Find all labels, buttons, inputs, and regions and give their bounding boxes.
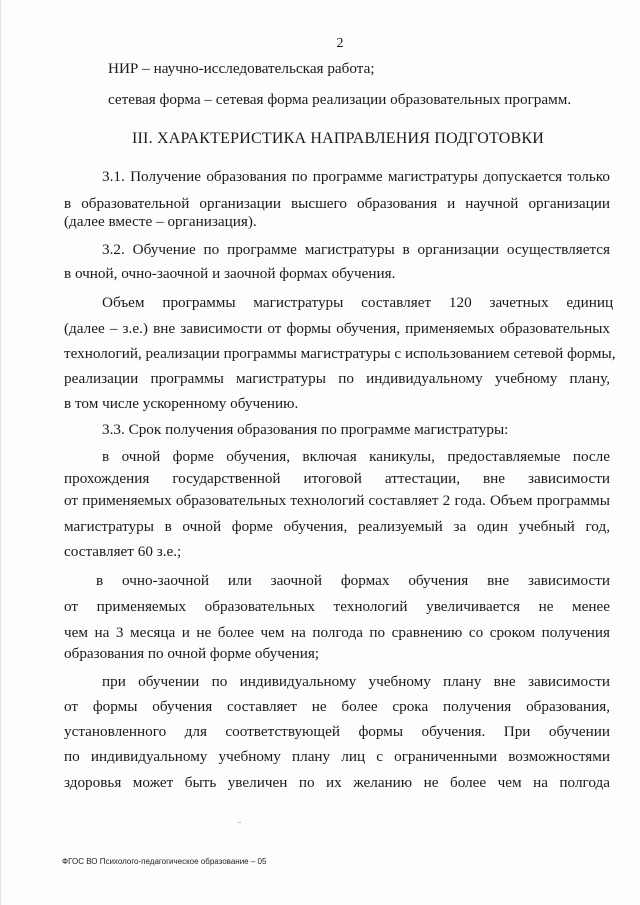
volume-paragraph-line-4: реализации программы магистратуры по индивидуальному учебному плану, [64,370,610,387]
part-time-line-3: чем на 3 месяца и не более чем на полгода по сравнению со сроком получения [64,624,610,641]
part-time-line-4: образования по очной форме обучения; [64,645,320,662]
paragraph-3-1-line-3: (далее вместе – организация). [64,213,257,230]
full-time-line-5: составляет 60 з.е.; [64,543,182,560]
full-time-line-4: магистратуры в очной форме обучения, реализуемый за один учебный год, [64,518,610,535]
volume-paragraph-line-2: (далее – з.е.) вне зависимости от формы обучения, применяемых образовательных [64,320,610,337]
individual-plan-line-5: здоровья может быть увеличен по их желанию не более чем на полгода [64,774,610,791]
individual-plan-line-4: по индивидуальному учебному плану лиц с ограниченными возможностями [64,748,610,765]
volume-paragraph-line-5: в том числе ускоренному обучению. [64,395,299,412]
individual-plan-line-1: при обучении по индивидуальному учебному плану вне зависимости [102,673,610,690]
volume-paragraph-line-1: Объем программы магистратуры составляет 120 зачетных единиц [102,294,614,311]
page-footer: ФГОС ВО Психолого-педагогическое образование – 05 [62,857,267,866]
paragraph-3-1-line-1: 3.1. Получение образования по программе магистратуры допускается только [102,168,610,185]
volume-paragraph-line-3: технологий, реализации программы магистратуры с использованием сетевой формы, [64,345,616,362]
page-number: 2 [336,36,344,51]
abbreviation-nir: НИР – научно-исследовательская работа; [108,60,375,77]
part-time-line-1: в очно-заочной или заочной формах обучения вне зависимости [96,572,610,589]
abbreviation-network-form: сетевая форма – сетевая форма реализации образовательных программ. [108,91,572,108]
paragraph-3-3-line-1: 3.3. Срок получения образования по программе магистратуры: [102,421,509,438]
full-time-line-3: от применяемых образовательных технологий составляет 2 года. Объем программы [64,492,610,509]
full-time-line-2: прохождения государственной итоговой аттестации, вне зависимости [64,470,610,487]
section-heading: III. ХАРАКТЕРИСТИКА НАПРАВЛЕНИЯ ПОДГОТОВКИ [132,130,544,147]
paragraph-3-2-line-2: в очной, очно-заочной и заочной формах обучения. [64,265,396,282]
individual-plan-line-3: установленного для соответствующей формы обучения. При обучении [64,723,610,740]
individual-plan-line-2: от формы обучения составляет не более срока получения образования, [64,698,610,715]
paragraph-3-1-line-2: в образовательной организации высшего образования и научной организации [64,195,610,212]
full-time-line-1: в очной форме обучения, включая каникулы, предоставляемые после [102,448,610,465]
paragraph-3-2-line-1: 3.2. Обучение по программе магистратуры в организации осуществляется [102,241,610,258]
scan-speck [238,822,241,823]
part-time-line-2: от применяемых образовательных технологий увеличивается не менее [64,598,610,615]
